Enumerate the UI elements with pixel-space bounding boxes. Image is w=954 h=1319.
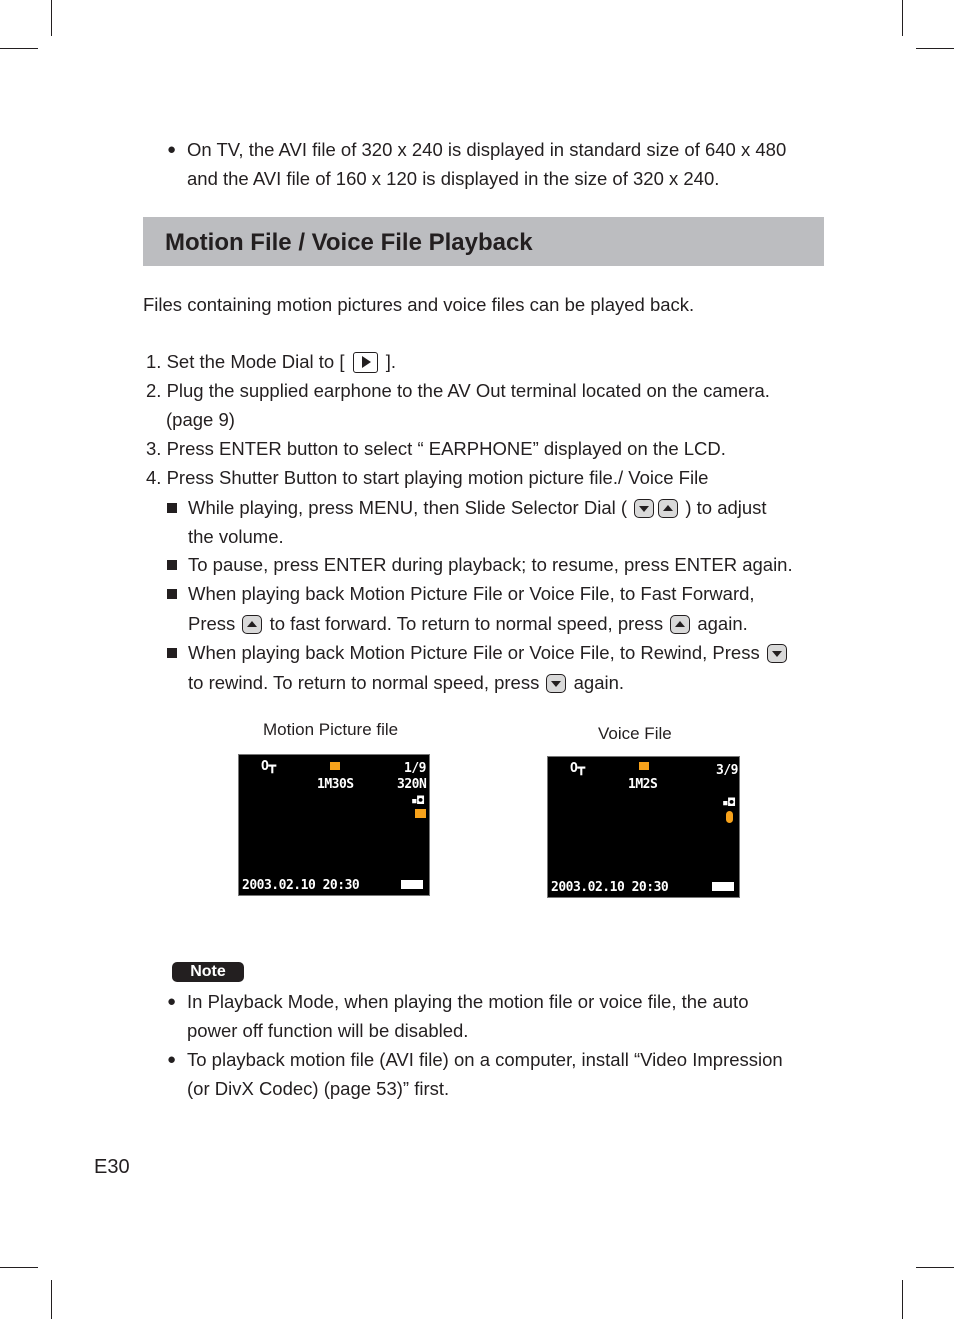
movie-icon [415,809,426,818]
step-1 [146,351,396,373]
sub-bullet-1-end: ) to adjust [685,497,767,518]
voice-duration: 1M2S [628,777,658,792]
sub-bullet-1-text: While playing, press MENU, then Slide Selector Dial ( [188,497,628,518]
sub-bullet-4-line-1 [188,642,789,664]
note-2-line-1: To playback motion file (AVI file) on a computer, install “Video Impression [187,1049,783,1070]
crop-mark [916,1267,954,1268]
note-2-line-2: (or DivX Codec) (page 53)” first. [187,1078,450,1099]
step-2-line-2: (page 9) [166,409,235,430]
intro-line-1: On TV, the AVI file of 320 x 240 is displayed in standard size of 640 x 480 [187,139,787,160]
crop-mark [902,0,903,36]
camera-mode-icon: ▪◘ [411,794,424,807]
square-bullet [167,589,177,599]
sub-bullet-3-b: to fast forward. To return to normal speed, press [269,613,664,634]
down-arrow-icon [634,499,654,518]
bullet-dot: ● [167,993,177,1010]
sub-bullet-4-line-2 [188,672,624,694]
step-1-end: ]. [385,351,397,372]
square-bullet [167,503,177,513]
down-arrow-icon [767,644,787,663]
note-1-line-2: power off function will be disabled. [187,1020,469,1041]
crop-mark [0,1267,38,1268]
sub-bullet-3-line-1: When playing back Motion Picture File or Voice File, to Fast Forward, [188,583,755,604]
up-arrow-icon [242,615,262,634]
battery-icon [401,880,423,889]
note-1-line-1: In Playback Mode, when playing the motion file or voice file, the auto [187,991,749,1012]
section-title: Motion File / Voice File Playback [165,229,533,256]
section-header [143,217,824,266]
crop-mark [916,48,954,49]
voice-counter: 3/9 [716,763,738,778]
protect-key-icon: O┳ [261,759,276,774]
sub-bullet-1-line-2: the volume. [188,526,284,547]
square-bullet [167,648,177,658]
note-label: Note [172,962,244,982]
crop-mark [902,1280,903,1319]
up-arrow-icon [658,499,678,518]
step-4: 4. Press Shutter Button to start playing motion picture file./ Voice File [146,467,709,488]
sub-bullet-4-b: again. [573,672,625,693]
sub-bullet-3-line-2 [188,613,748,635]
intro-line-2: and the AVI file of 160 x 120 is displayed in the size of 320 x 240. [187,168,720,189]
sub-bullet-3-a: Press [188,613,236,634]
up-arrow-icon [670,615,690,634]
bullet-dot: ● [167,1051,177,1068]
play-indicator-icon [639,762,649,770]
motion-counter: 1/9 [404,761,426,776]
sub-bullet-3-c: again. [697,613,748,634]
sub-bullet-2: To pause, press ENTER during playback; to resume, press ENTER again. [188,554,793,575]
voice-caption: Voice File [598,724,672,743]
square-bullet [167,560,177,570]
voice-datetime: 2003.02.10 20:30 [551,880,669,895]
battery-icon [712,882,734,891]
motion-resolution: 320N [397,777,427,792]
motion-caption: Motion Picture file [263,720,399,739]
crop-mark [51,1280,52,1319]
voice-lcd-screen [547,756,740,898]
crop-mark [0,48,38,49]
motion-datetime: 2003.02.10 20:30 [242,878,360,893]
play-indicator-icon [330,762,340,770]
step-2-line-1: 2. Plug the supplied earphone to the AV Out terminal located on the camera. [146,380,770,401]
bullet-dot: ● [167,141,177,158]
sub-bullet-1 [188,497,767,519]
description: Files containing motion pictures and voice files can be played back. [143,294,695,315]
microphone-icon [726,811,733,823]
protect-key-icon: O┳ [570,761,585,776]
step-1-text: 1. Set the Mode Dial to [ [146,351,345,372]
camera-mode-icon: ▪◘ [722,796,735,809]
sub-bullet-4-a: to rewind. To return to normal speed, press [188,672,540,693]
sub-bullet-4-text: When playing back Motion Picture File or Voice File, to Rewind, Press [188,642,760,663]
down-arrow-icon [546,674,566,693]
play-mode-icon [353,352,378,373]
motion-lcd-screen [238,754,430,896]
page-number: E30 [94,1156,130,1178]
step-3: 3. Press ENTER button to select “ EARPHONE” displayed on the LCD. [146,438,726,459]
crop-mark [51,0,52,36]
motion-duration: 1M30S [317,777,354,792]
